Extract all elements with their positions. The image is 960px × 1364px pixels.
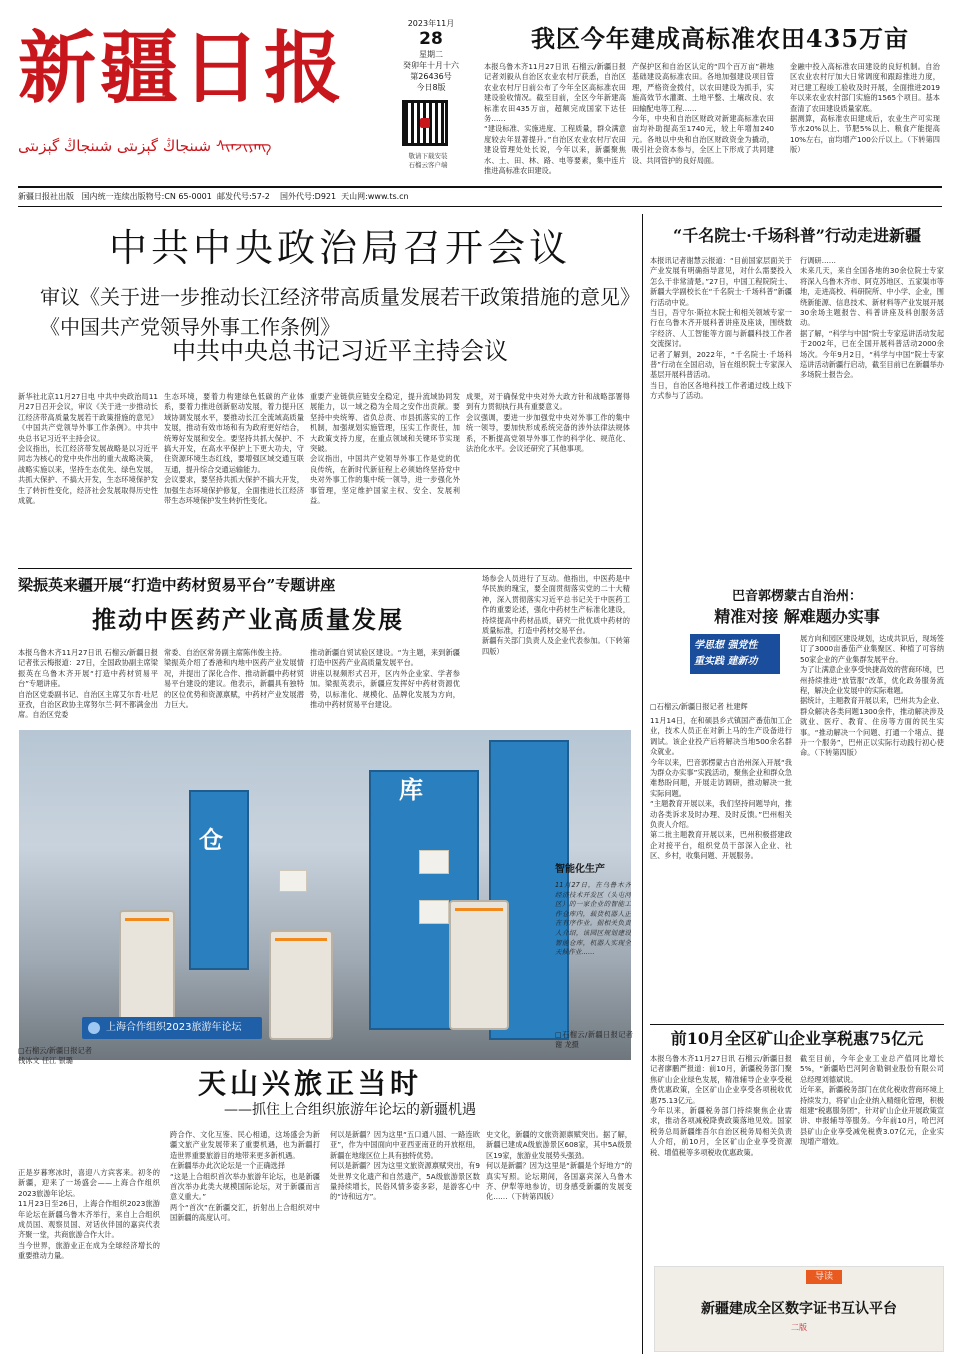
tcm-col2: 常委、自治区常务副主席陈伟俊主持。 梁振英介绍了香港和内地中医药产业发展情况，并提出了深化合作、推动新疆中药材贸易平台建设的建议。他表示，新疆具有独特的区位优势和资源禀赋，中药材产业发展潜力巨大。 xyxy=(164,648,304,710)
publication-info-bar: 新疆日报社出版 国内统一连续出版物号:CN 65-0001 邮发代号:57-2 国外代号:D921 天山网:www.ts.cn xyxy=(18,192,409,201)
page-count: 今日8版 xyxy=(416,83,446,92)
shelf-rack xyxy=(189,790,249,970)
date-year-month: 2023年11月 xyxy=(407,19,455,28)
promo-headline[interactable]: 新疆建成全区数字证书互认平台 xyxy=(701,1301,897,1317)
qianming-headline: “千名院士·千场科普”行动走进新疆 xyxy=(673,226,921,245)
warehouse-sign: 库 xyxy=(399,775,423,804)
cargo-box xyxy=(279,870,307,892)
bazhou-byline: □石榴云/新疆日报记者 杜建辉 xyxy=(650,702,748,711)
cargo-box xyxy=(419,900,449,924)
qr-caption: 敬请下载安装 石榴云客户端 xyxy=(408,152,448,169)
qr-code-icon[interactable] xyxy=(402,100,448,146)
tianshan-subhead: ——抓住上合组织旅游年论坛的新疆机遇 xyxy=(224,1102,476,1118)
section-divider xyxy=(18,568,632,569)
bazhou-headline: 精准对接 解难题办实事 xyxy=(714,607,880,626)
info-bar-rule xyxy=(18,206,942,207)
bazhou-kicker: 巴音郭楞蒙古自治州： xyxy=(731,589,862,604)
warehouse-photo xyxy=(19,730,631,1060)
newspaper-title: 新疆日报 xyxy=(18,23,347,114)
lunar-date: 癸卯年十月十六 xyxy=(403,61,459,70)
top-story-headline: 我区今年建成高标准农田435万亩 xyxy=(530,24,910,53)
politburo-subhead: 审议《关于进一步推动长江经济带高质量发展若干政策措施的意见》《中国共产党领导外事工作条例》 xyxy=(40,285,640,339)
mining-col1: 本报乌鲁木齐11月27日讯 石榴云/新疆日报记者廖鹏严报道：前10月，新疆税务部门聚焦矿山企业绿色发展，精准辅导企业享受税费优惠政策，全区矿山企业享受各项税收优惠75.13亿元。 今年以来，新疆税务部门持续聚焦企业需求，推动各项减税降费政策落地见效。国家税务总局新疆维吾尔自治区税务局相关负责人介绍，前10月，全区矿山企业享受资源税、增值税等多项税收优惠政策。 xyxy=(650,1054,792,1157)
robot xyxy=(269,930,333,1040)
date-block xyxy=(396,18,466,93)
photo-credit: □石榴云/新疆日报记者 谢 龙摄 xyxy=(555,1030,633,1050)
qianming-col2: 行调研…… 未来几天，来自全国各地的30余位院士专家将深入乌鲁木齐市、阿克苏地区、五家渠市等地，走进高校、科研院所、中小学、企业，围绕新能源、信息技术、新材料等产业发展开展30余场主题报告、科普讲座及科创服务活动。 据了解，“科学与中国”院士专家巡讲活动发起于2002年，已在全国开展科普活动2000余场次。今年9月2日，“科学与中国”院士专家巡讲活动新疆行启动，截至目前已在新疆举办多场院士报告会。 xyxy=(800,256,944,380)
weekday: 星期二 xyxy=(419,50,443,59)
tianshan-col3: 何以是新疆？因为这里“五口通八国、一路连欧亚”，作为中国面向中亚西亚南亚的开放枢纽，新疆在地缘区位上具有独特优势。 何以是新疆？因为这里文旅资源禀赋突出，有9处世界文化遗产和自然遗产，5A级旅游景区数量持续增长，民俗风情多姿多彩，是游客心中的“诗和远方”。 xyxy=(330,1130,480,1202)
tcm-headline: 推动中医药产业高质量发展 xyxy=(92,605,404,634)
caption-title: 智能化生产 xyxy=(555,864,605,875)
cargo-box xyxy=(419,850,449,874)
bazhou-col2: 展方向和园区建设规划，达成共识后，现场签订了3000亩番茄产业集聚区、种植了可容纳50家企业的产业集群发展平台。 为了让满意企业享受快捷高效的营商环境，巴州持续推进“放管服”改革，优化政务服务流程，解决企业发展中的实际难题。 据统计，主题教育开展以来，巴州共为企业、群众解决各类问题1300余件，推动解决涉及就业、医疗、教育、住房等方面的民生实事。“推动解决一个问题、打通一个堵点、提升一个服务”，巴州正以实际行动践行初心使命。（下转第四版） xyxy=(800,634,944,758)
forum-banner: 上海合作组织2023旅游年论坛 xyxy=(82,1017,262,1039)
tcm-col1: 本报乌鲁木齐11月27日讯 石榴云/新疆日报记者张云梅报道：27日，全国政协副主席梁振英在乌鲁木齐开展“打造中药材贸易平台”专题讲座。 自治区党委副书记、自治区主席艾尔肯·吐尼亚孜，自治区政协主席努尔兰·阿不都满金出席。自治区党委 xyxy=(18,648,158,720)
tianshan-headline: 天山兴旅正当时 xyxy=(197,1067,422,1100)
promo-tag: 导读 xyxy=(806,1270,842,1284)
warehouse-sign: 仓 xyxy=(199,825,223,854)
date-day: 28 xyxy=(419,29,443,49)
politburo-col3: 重要产业链供应链安全稳定，提升流域协同发展能力，以一域之稳为全局之安作出贡献。要坚持中央统筹、省负总责、市县抓落实的工作机制，加强规划实施管理，压实工作责任，加大政策支持力度，在重点领域和关键环节实现突破。 会议指出，中国共产党领导外事工作是党的优良传统，在新时代新征程上必须始终坚持党中央对外事工作的集中统一领导，进一步强化外事管理，坚定维护国家主权、安全、发展利益。 xyxy=(310,392,460,506)
minority-script-line: شىنجاڭ گېزىتى شىنجاڭ گېزىتى ᠰᠢᠨᠵᠢᠶᠠᠩ xyxy=(18,137,272,155)
tcm-col4: 场参会人员进行了互动。他指出，中医药是中华民族的瑰宝，要全面贯彻落实党的二十大精神，深入贯彻落实习近平总书记关于中医药工作的重要论述，强化中药材生产标准化建设，持续提高中药材品质，研究一批优质中药材的质量标准，打造中药材交易平台。 新疆有关部门负责人及企业代表参加。（下转第四版） xyxy=(482,574,630,656)
politburo-col1: 新华社北京11月27日电 中共中央政治局11月27日召开会议，审议《关于进一步推动长江经济带高质量发展若干政策措施的意见》《中国共产党领导外事工作条例》。中共中央总书记习近平主持会议。 会议指出，长江经济带发展战略是以习近平同志为核心的党中央作出的重大战略决策，战略实施以来，坚持生态优先、绿色发展，共抓大保护、不搞大开发，生态环境保护发生了转折性变化，经济社会发展取得历史性成就。 xyxy=(18,392,158,506)
robot xyxy=(449,900,509,1030)
tcm-kicker: 梁振英来疆开展“打造中药材贸易平台”专题讲座 xyxy=(18,576,336,594)
issue-number: 第26436号 xyxy=(410,72,452,81)
top-story-col2: 产保护区和自治区认定的“四个百万亩”耕地基础建设高标准农田。各地加强建设项目管理，严格资金拨付，以农田建设为抓手，实施高效节水灌溉、土地平整、土壤改良、农田输配电等工程…… 今年，中央和自治区财政对新建高标准农田亩均补助提高至1740元，较上年增加240元。各地以中央和自治区财政资金为撬动，吸引社会资本参与，全区上下形成了共同建设、共同管护的良好局面。 xyxy=(632,62,774,165)
politburo-headline: 中共中央政治局召开会议 xyxy=(108,226,571,270)
politburo-col2: 生态环境，要着力构建绿色低碳的产业体系，要着力推进创新驱动发展，着力提升区域协调发展水平，要推动长江全流域高质量发展，推动有效市场和有为政府更好结合，统筹好发展和安全。要坚持共抓大保护、不搞大开发，在高水平保护上下更大功夫，守住资源环境生态红线，要增强区域交通互联互通，提升综合交通运输能力。 会议要求，要坚持共抓大保护不搞大开发，加强生态环境保护修复，全面推进长江经济带生态环境保护发生转折性变化。 xyxy=(164,392,304,506)
politburo-col4: 成果，对于确保党中央对外大政方针和战略部署得到有力贯彻执行具有重要意义。 会议强调，要进一步加强党中央对外事工作的集中统一领导，要加快形成系统完备的涉外法律法规体系，不断提高党领导外事工作的科学化、规范化、法治化水平。会议还研究了其他事项。 xyxy=(466,392,630,454)
tianshan-byline: □石榴云/新疆日报记者 钱冰文 任江 银璐 xyxy=(18,1046,92,1066)
tianshan-col4: 史文化，新疆的文旅资源禀赋突出。据了解，新疆已建成A级旅游景区608家，其中5A级景区19家，旅游业发展势头强劲。 何以是新疆？因为这里是“新疆是个好地方”的真实写照。论坛期间，各国嘉宾深入乌鲁木齐、伊犁等地参访，切身感受新疆的发展变化……（下转第四版） xyxy=(486,1130,632,1202)
qianming-col1: 本报讯记者谢慧云报道：“目前国家层面关于产业发展有明确指导意见，对什么需要投入怎么干非常清楚。”27日，中国工程院院士、新疆大学副校长在“千名院士·千场科普”新疆行活动中说。 当日，吾守尔·斯拉木院士和相关领域专家一行在乌鲁木齐开展科普讲座及座谈，围绕数字经济、人工智能等方面与新疆科技工作者交流探讨。 记者了解到，2022年，“千名院士·千场科普”行动在全国启动，旨在组织院士专家深入基层开展科普活动。 当日，自治区各地科技工作者通过线上线下方式参与了活动。 xyxy=(650,256,792,401)
masthead-rule xyxy=(18,186,942,188)
mining-col2: 截至目前，今年企业工业总产值同比增长5%，“新疆哈巴河阿舍勒铜业股份有限公司总经理刘德斌说。 近年来，新疆税务部门在优化税收营商环境上持续发力，将矿山企业纳入精细化管理，积极组建“税惠服务团”，针对矿山企业开展政策宣讲、申报辅导等服务。今年前10月，哈巴河县矿山企业享受减免税费3.07亿元，企业实现增产增效。 xyxy=(800,1054,944,1147)
bazhou-col1: 11月14日，在和硕县乡式镇国产番茄加工企业，技术人员正在对新上马的生产设备进行调试。该企业投产后将解决当地500余名群众就业。 今年以来，巴音郭楞蒙古自治州深入开展“我为群众办实事”实践活动，聚焦企业和群众急难愁盼问题，开展走访调研，推动解决一批实际问题。 “主题教育开展以来，我们坚持问题导向，推动各类诉求及时办理、及时反馈。”巴州相关负责人介绍。 第二批主题教育开展以来，巴州积极搭建政企对接平台，组织党员干部深入企业、社区、乡村，收集问题、开展服务。 xyxy=(650,716,792,861)
politburo-subhead2: 中共中央总书记习近平主持会议 xyxy=(172,337,508,365)
column-rule xyxy=(642,214,643,1354)
photo-caption xyxy=(555,863,631,1001)
campaign-slogan: 学思想 强党性 重实践 建新功 xyxy=(690,634,780,674)
mining-headline: 前10月全区矿山企业享税惠75亿元 xyxy=(670,1029,924,1048)
caption-text: 11月27日，在乌鲁木齐经济技术开发区（头屯河区）的一家企业的智能工作仓库内，载货机器人正在有序作业。据相关负责人介绍，该园区规划建设智能仓库，机器人实现全天候作业…… xyxy=(555,881,631,957)
robot xyxy=(119,910,175,1030)
section-divider xyxy=(650,1024,944,1025)
masthead-logo xyxy=(18,14,378,174)
tianshan-col1: 正是岁暮寒冰时，喜迎八方宾客来。初冬的新疆，迎来了一场盛会——上海合作组织2023旅游年论坛。 11月23日至26日，上海合作组织2023旅游年论坛在新疆乌鲁木齐举行，来自上合组织成员国、观察员国、对话伙伴国的嘉宾代表齐聚一堂，共商旅游合作大计。 当今世界，旅游业正在成为全球经济增长的重要推动力量。 xyxy=(18,1168,160,1261)
tianshan-col2: 跨合作、文化互鉴、民心相通，这场盛会为新疆文旅产业发展带来了重要机遇，也为新疆打造世界重要旅游目的地带来更多新机遇。 在新疆举办此次论坛是一个正确选择 “这是上合组织首次举办旅游年论坛，也是新疆首次举办此类大规模国际论坛，对于新疆而言意义重大。” 两个“首次”在新疆交汇，折射出上合组织对中国新疆的高度认可。 xyxy=(170,1130,320,1223)
promo-page: 二版 xyxy=(791,1323,807,1332)
top-story-col3: 金融中投入高标准农田建设的良好机制。自治区农业农村厅加大日常调度和跟踪推进力度，对已建工程竣工验收及时开展，全面推进2019年以来农业农村部门实施的1565个项目。基本查清了农田建设质量家底。 据测算，高标准农田建成后，农业生产可实现节水20%以上、节肥5%以上、粮食产能提高10%左右，亩均增产100公斤以上。（下转第四版） xyxy=(790,62,940,155)
tcm-col3: 推动新疆自贸试验区建设。“为主题，来到新疆打造中医药产业高质量发展平台。 讲座以视频形式召开，区内外企业家、学者参加。梁振英表示，新疆应发挥好中药材资源优势，以标准化、规模化、品牌化发展为方向，推动中药材贸易平台建设。 xyxy=(310,648,460,710)
top-story-col1: 本报乌鲁木齐11月27日讯 石榴云/新疆日报记者刘毅从自治区农业农村厅获悉，自治区农业农村厅日前公布了今年全区高标准农田建设验收情况。截至目前，全区今年新建高标准农田435万亩，超额完成国家下达任务…… “建设标准、实施进度、工程质量，群众满意度较去年显著提升。”自治区农业农村厅农田建设管理处处长说，今年以来，新疆聚焦水、土、田、林、路、电等要素，集中连片推进高标准农田建设。 xyxy=(484,62,626,176)
